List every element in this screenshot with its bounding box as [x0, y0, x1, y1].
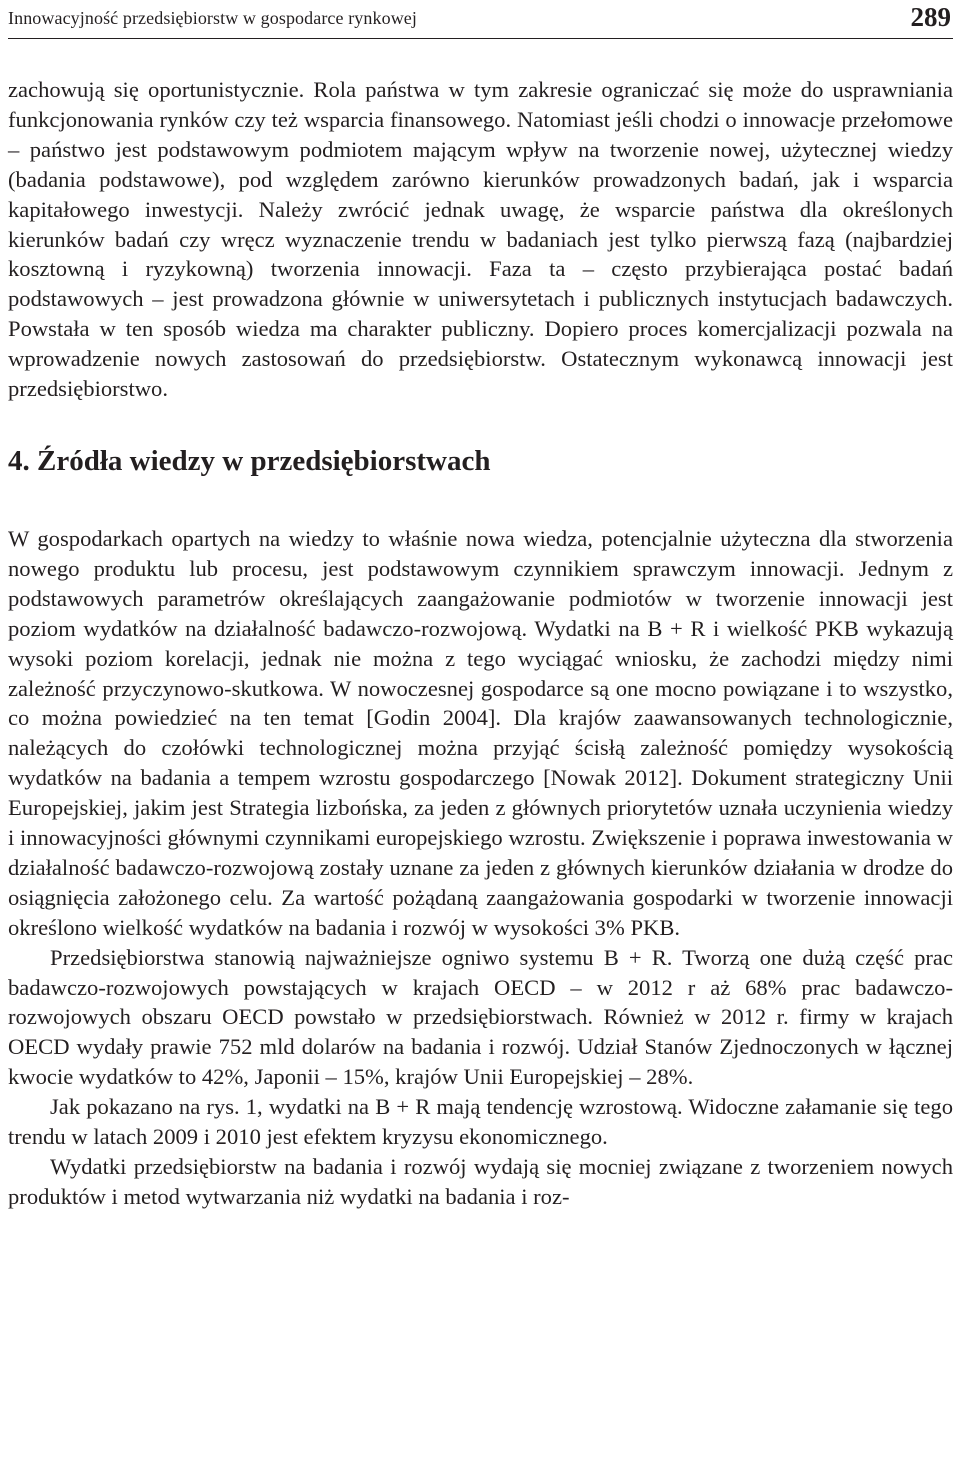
section-paragraph-4: Wydatki przedsiębiorstw na badania i rozwój wydają się mocniej związane z tworzeniem nowych produktów i metod wytwarzania niż wydatki na badania i roz-	[8, 1154, 953, 1209]
section-heading: 4. Źródła wiedzy w przedsiębiorstwach	[8, 444, 491, 477]
running-header	[8, 0, 953, 39]
body-text	[8, 75, 953, 1212]
section-paragraph-3: Jak pokazano na rys. 1, wydatki na B + R mają tendencję wzrostową. Widoczne załamanie się tego trendu w latach 2009 i 2010 jest efektem kryzysu ekonomicznego.	[8, 1094, 953, 1150]
section-paragraph-1: W gospodarkach opartych na wiedzy to właśnie nowa wiedza, potencjalnie użyteczna dla stworzenia nowego produktu lub procesu, jest podstawowym czynnikiem sprawczym innowacji. Jednym z podstawowych parametrów określających zaangażowanie podmiotów w tworzenie innowacji jest poziom wydatków na działalność badawczo-rozwojową. Wydatki na B + R i wielkość PKB wykazują wysoki poziom korelacji, jednak nie można z tego wyciągać wniosku, że zachodzi między nimi zależność przyczynowo-skutkowa. W nowoczesnej gospodarce są one mocno powiązane i to wszystko, co można powiedzieć na ten temat [Godin 2004]. Dla krajów zaawansowanych technologicznie, należących do czołówki technologicznej można przyjąć ścisłą zależność pomiędzy wysokością wydatków na badania a tempem wzrostu gospodarczego [Nowak 2012]. Dokument strategiczny Unii Europejskiej, jakim jest Strategia lizbońska, za jeden z głównych priorytetów uznała uczynienia wiedzy i innowacyjności głównymi czynnikami europejskiego wzrostu. Zwiększenie i poprawa inwestowania w działalność badawczo-rozwojową zostały uznane za jeden z głównych kierunków działania w drodze do osiągnięcia założonego celu. Za wartość pożądaną zaangażowania gospodarki w tworzenie innowacji określono wielkość wydatków na badania i rozwój w wysokości 3% PKB.	[8, 525, 953, 940]
section-paragraph-2: Przedsiębiorstwa stanowią najważniejsze ogniwo systemu B + R. Tworzą one dużą część prac badawczo-rozwojowych powstających w krajach OECD – w 2012 r aż 68% prac badawczo-rozwojowych obszaru OECD powstało w przedsiębiorstwach. Również w 2012 r. firmy w krajach OECD wydały prawie 752 mld dolarów na badania i rozwój. Udział Stanów Zjednoczonych w łącznej kwocie wydatków to 42%, Japonii – 15%, krajów Unii Europejskiej – 28%.	[8, 944, 953, 1090]
paragraph-continued: zachowują się oportunistycznie. Rola państwa w tym zakresie ograniczać się może do usprawniania funkcjonowania rynków czy też wsparcia finansowego. Natomiast jeśli chodzi o innowacje przełomowe – państwo jest podstawowym podmiotem mającym wpływ na tworzenie nowej, użytecznej wiedzy (badania podstawowe), pod względem zarówno kierunków prowadzonych badań, jak i wsparcia kapitałowego inwestycji. Należy zwrócić jednak uwagę, że wsparcie państwa dla określonych kierunków badań czy wręcz wyznaczenie trendu w badaniach jest tylko pierwszą fazą (najbardziej kosztowną i ryzykowną) tworzenia innowacji. Faza ta – często przybierająca postać badań podstawowych – jest prowadzona głównie w uniwersytetach i publicznych instytucjach badawczych. Powstała w ten sposób wiedza ma charakter publiczny. Dopiero proces komercjalizacji pozwala na wprowadzenie nowych zastosowań do przedsiębiorstw. Ostatecznym wykonawcą innowacji jest przedsiębiorstwo.	[8, 77, 953, 402]
running-header-title: Innowacyjność przedsiębiorstw w gospodarce rynkowej	[8, 8, 417, 28]
page-number: 289	[910, 2, 951, 32]
